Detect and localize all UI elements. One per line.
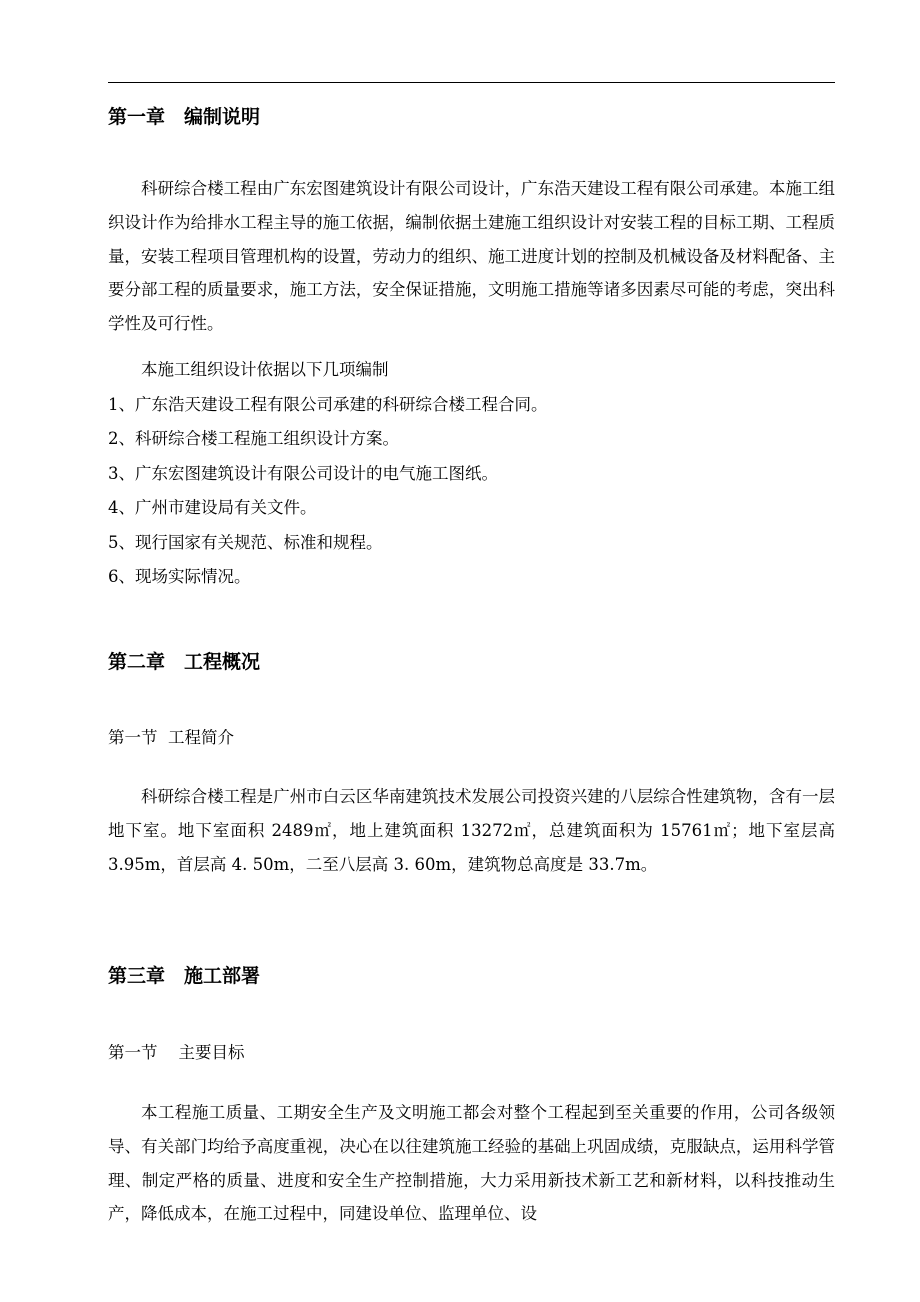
list-item: 3、广东宏图建筑设计有限公司设计的电气施工图纸。 (108, 463, 498, 483)
basis-intro: 本施工组织设计依据以下几项编制 (141, 360, 389, 379)
list-item: 6、现场实际情况。 (108, 567, 251, 586)
chapter-2-section-title: 第一节 工程简介 (108, 728, 234, 747)
chapter-2-title: 第二章 工程概况 (108, 651, 261, 673)
chapter-1-title: 第一章 编制说明 (108, 106, 261, 128)
list-item: 5、现行国家有关规范、标准和规程。 (108, 532, 383, 552)
header-rule (108, 82, 835, 83)
list-item: 4、广州市建设局有关文件。 (108, 498, 317, 517)
chapter-3-title: 第三章 施工部署 (108, 965, 261, 987)
chapter-3-section-title: 第一节 主要目标 (108, 1043, 245, 1062)
list-item: 1、广东浩天建设工程有限公司承建的科研综合楼工程合同。 (108, 394, 548, 414)
list-item: 2、科研综合楼工程施工组织设计方案。 (108, 429, 399, 448)
basis-list (108, 353, 835, 595)
chapter-3-paragraph: 本工程施工质量、工期安全生产及文明施工都会对整个工程起到至关重要的作用，公司各级领导、有关部门均给予高度重视，决心在以往建筑施工经验的基础上巩固成绩，克服缺点，运用科学管理、制定严格的质量、进度和安全生产控制措施，大力采用新技术新工艺和新材料，以科技推动生产，降低成本，在施工过程中，同建设单位、监理单位、设 (108, 1103, 835, 1224)
chapter-2-paragraph: 科研综合楼工程是广州市白云区华南建筑技术发展公司投资兴建的八层综合性建筑物，含有一层地下室。地下室面积 2489㎡，地上建筑面积 13272㎡，总建筑面积为 15761㎡；地下室层高 3.95m，首层高 4. 50m，二至八层高 3. 60m，建筑物总高度是 33.7m。 (108, 787, 835, 874)
chapter-1-paragraph: 科研综合楼工程由广东宏图建筑设计有限公司设计，广东浩天建设工程有限公司承建。本施工组织设计作为给排水工程主导的施工依据，编制依据土建施工组织设计对安装工程的目标工期、工程质量，安装工程项目管理机构的设置，劳动力的组织、施工进度计划的控制及机械设备及材料配备、主要分部工程的质量要求，施工方法，安全保证措施，文明施工措施等诸多因素尽可能的考虑，突出科学性及可行性。 (108, 179, 835, 334)
